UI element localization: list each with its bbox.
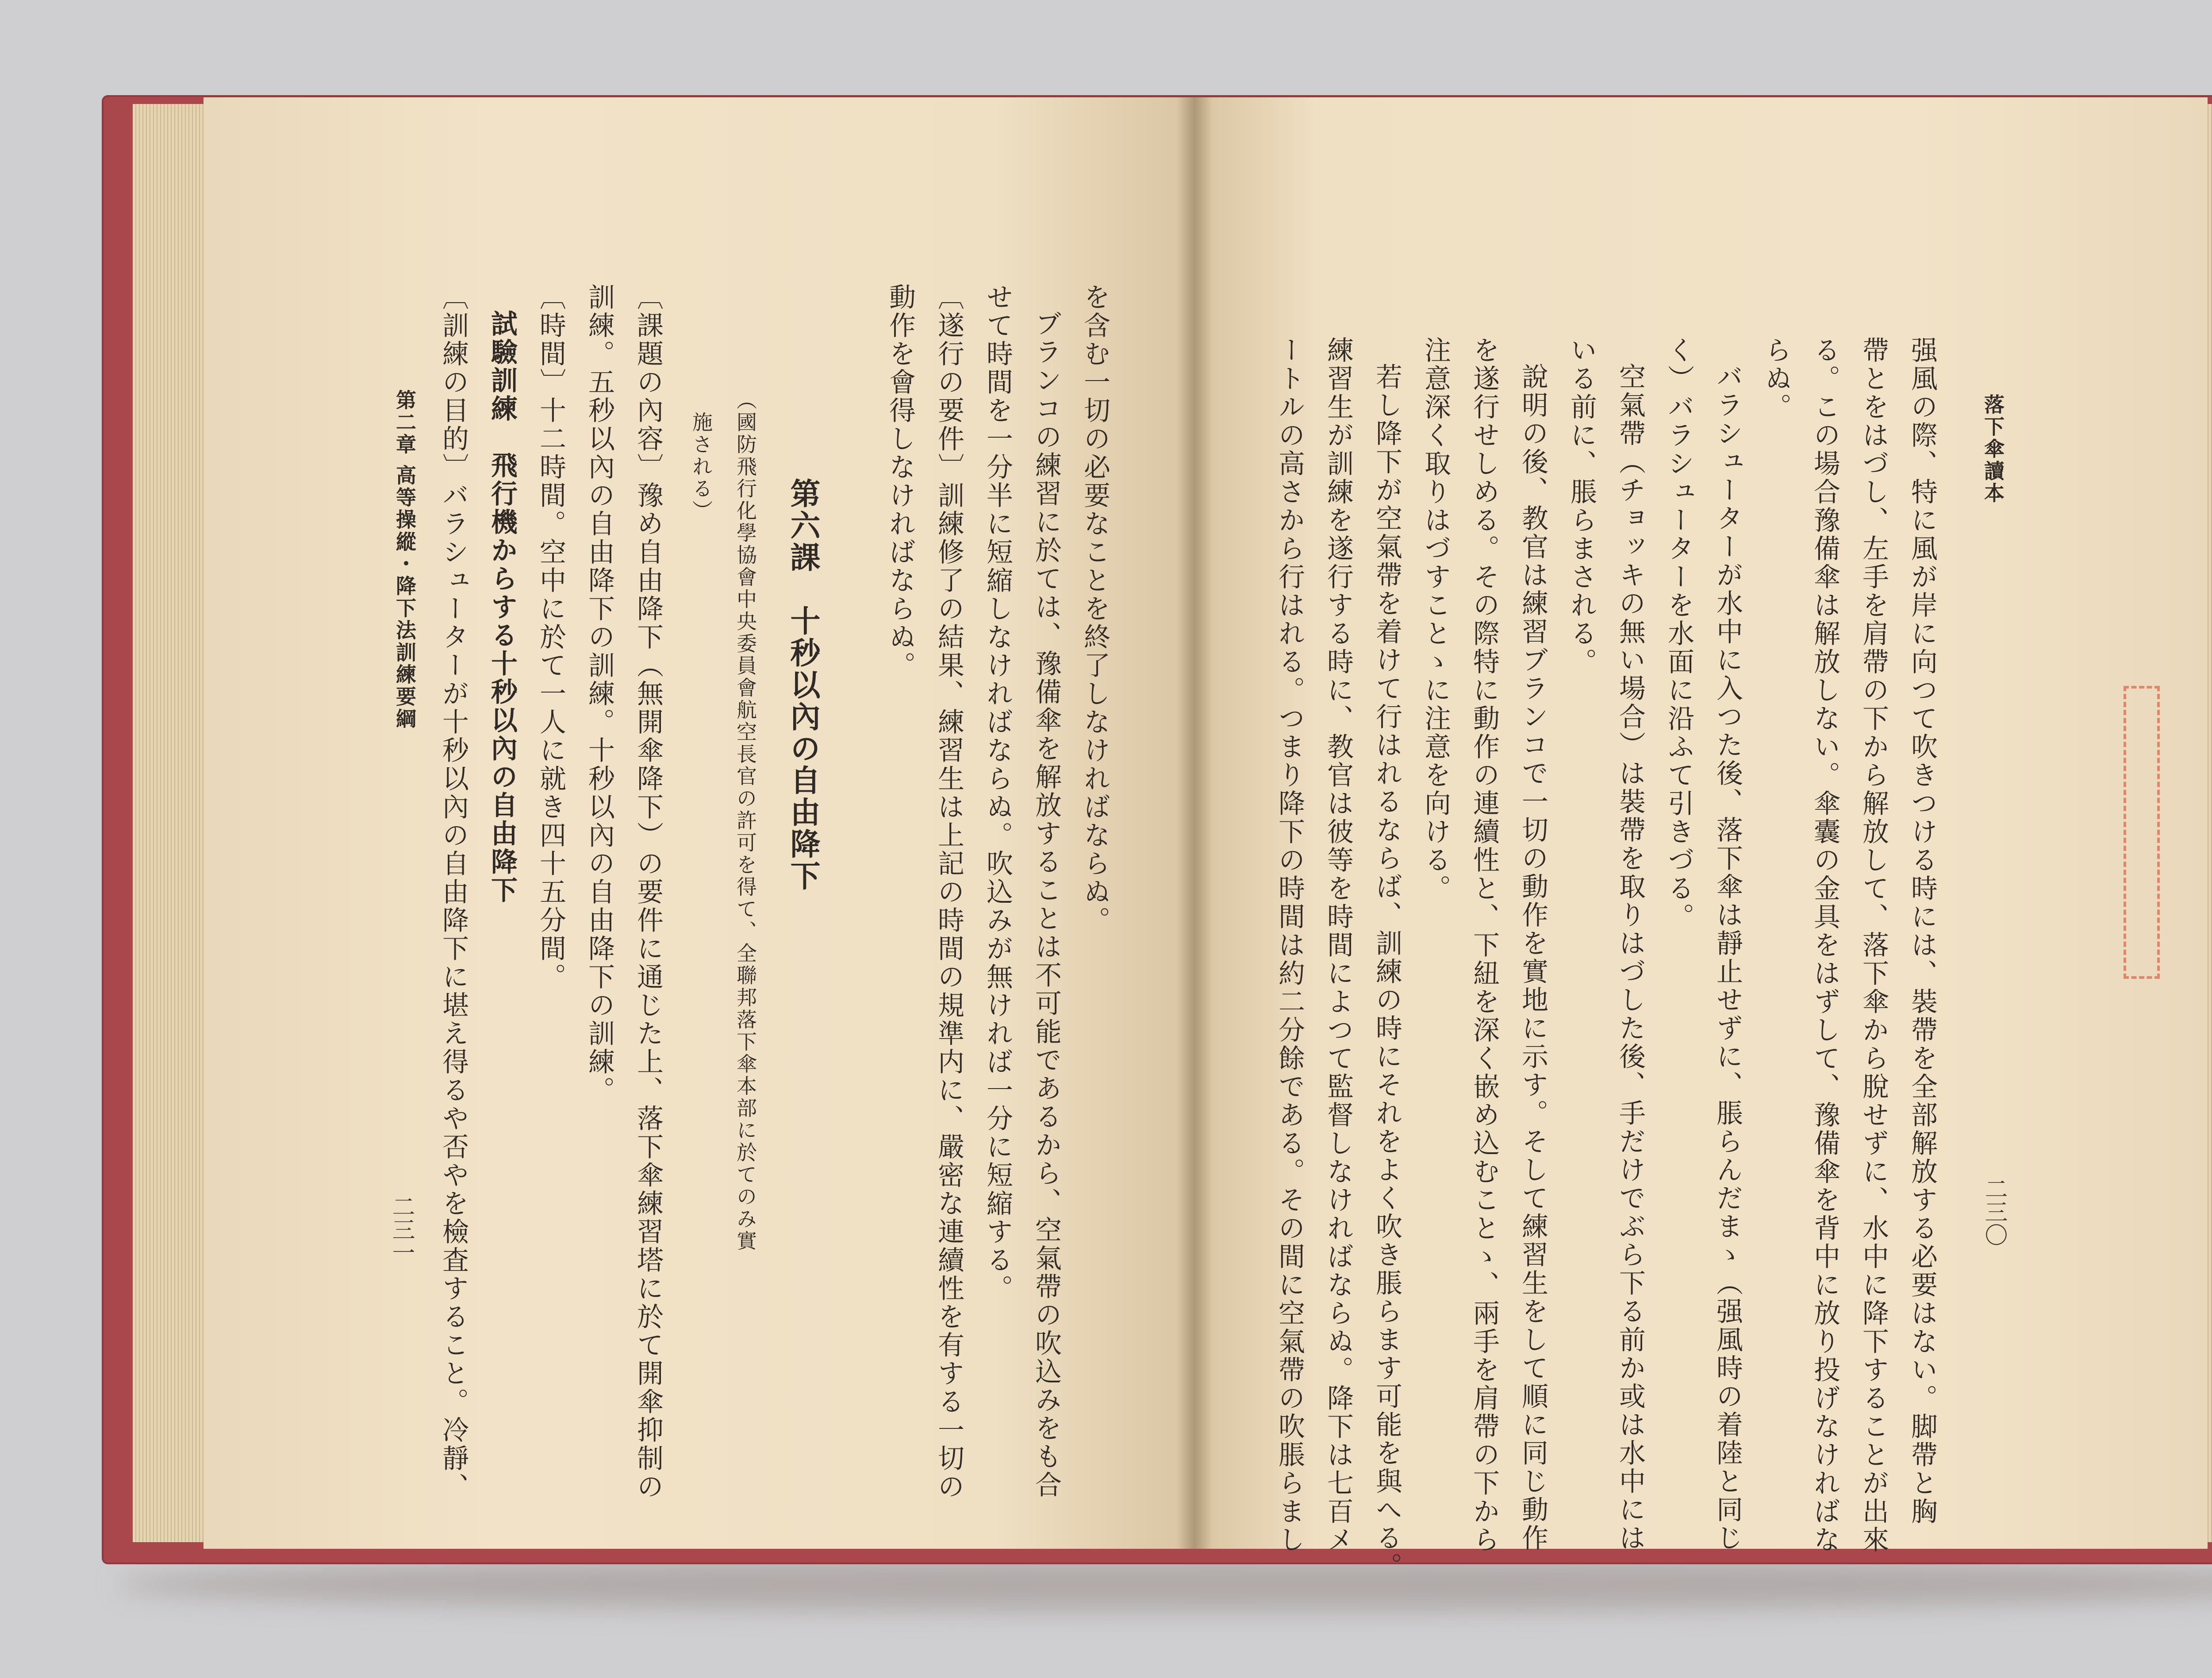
right-line-6: く）バラシューターを水面に沿ふて引きづる。 xyxy=(1663,336,1694,931)
page-number-left: 二三一 xyxy=(388,1195,415,1264)
right-line-12: 若し降下が空氣帶を着けて行はれるならば、訓練の時にそれをよく吹き脹らます可能を與へる。 xyxy=(1371,363,1402,1581)
right-line-10: を遂行せしめる。その際特に動作の連續性と、下紐を深く嵌め込むことゝ、兩手を肩帶の下から xyxy=(1469,336,1500,1554)
right-line-14: ートルの高さから行はれる。つまり降下の時間は約二分餘である。その間に空氣帶の吹脹らまし xyxy=(1274,336,1305,1554)
left-line-9: 施される） xyxy=(689,412,713,522)
left-line-2: ブランコの練習に於ては、豫備傘を解放することは不可能であるから、空氣帶の吹込みをも合 xyxy=(1031,310,1062,1499)
right-line-8: いる前に、脹らまされる。 xyxy=(1566,336,1597,676)
page-number-right: 二三〇 xyxy=(1981,1177,2007,1246)
left-line-11: 訓練。五秒以內の自由降下の訓練。十秒以內の自由降下の訓練。 xyxy=(584,283,615,1105)
left-line-8: （國防飛行化學協會中央委員會航空長官の許可を得て、全聯邦落下傘本部に於てのみ實 xyxy=(733,389,757,1252)
book-shadow xyxy=(115,1558,2212,1611)
left-line-1: を含む一切の必要なことを終了しなければならぬ。 xyxy=(1079,283,1110,935)
right-line-11: 注意深く取りはづすことゝに注意を向ける。 xyxy=(1420,336,1451,903)
right-line-13: 練習生が訓練を遂行する時に、教官は彼等を時間によつて監督しなければならぬ。降下は七百メ xyxy=(1323,336,1354,1554)
book-gutter xyxy=(1177,97,1212,1549)
chapter-footer: 第二章 高等操縱・降下法訓練要綱 xyxy=(393,389,417,731)
right-line-7: 空氣帶（チョッキの無い場合）は裝帶を取りはづした後、手だけでぶら下る前か或は水中には xyxy=(1615,363,1646,1552)
lesson-heading: 第六課 十秒以內の自由降下 xyxy=(785,478,821,892)
left-line-13: 試驗訓練 飛行機からする十秒以內の自由降下 xyxy=(487,310,518,904)
right-line-3: る。この場合豫備傘は解放しない。傘囊の金具をはずして、豫備傘を背中に放り投げなければな xyxy=(1809,336,1840,1554)
page-edges-left xyxy=(133,104,208,1542)
left-line-14: 〔訓練の目的〕バラシューターが十秒以內の自由降下に堪え得るや否やを檢査すること。冷靜、 xyxy=(438,283,469,1501)
running-head: 落下傘讀本 xyxy=(1981,394,2005,504)
left-line-10: 〔課題の內容〕豫め自由降下（無開傘降下）の要件に通じた上、落下傘練習塔に於て開傘抑制の xyxy=(633,283,664,1501)
left-line-5: 動作を會得しなければならぬ。 xyxy=(885,283,916,680)
faded-stamp-mark xyxy=(2124,686,2160,979)
right-line-9: 說明の後、教官は練習ブランコで一切の動作を實地に示す。そして練習生をして順に同じ動作 xyxy=(1517,363,1548,1552)
left-line-4: 〔遂行の要件〕訓練修了の結果、練習生は上記の時間の規準内に、嚴密な連續性を有する一切の xyxy=(933,283,964,1501)
right-line-2: 帶とをはづし、左手を肩帶の下から解放して、落下傘から脫せずに、水中に降下することが出來 xyxy=(1858,336,1889,1554)
left-line-3: せて時間を一分半に短縮しなければならぬ。吹込みが無ければ一分に短縮する。 xyxy=(982,283,1013,1303)
right-line-5: バラシューターが水中に入つた後、落下傘は靜止せずに、脹らんだまゝ（强風時の着陸と同じ xyxy=(1712,363,1743,1552)
left-line-12: 〔時間〕十二時間。空中に於て一人に就き四十五分間。 xyxy=(535,283,566,991)
right-line-4: らぬ。 xyxy=(1761,336,1792,421)
right-line-1: 强風の際、特に風が岸に向つて吹きつける時には、裝帶を全部解放する必要はない。脚帶と胸 xyxy=(1907,336,1938,1526)
